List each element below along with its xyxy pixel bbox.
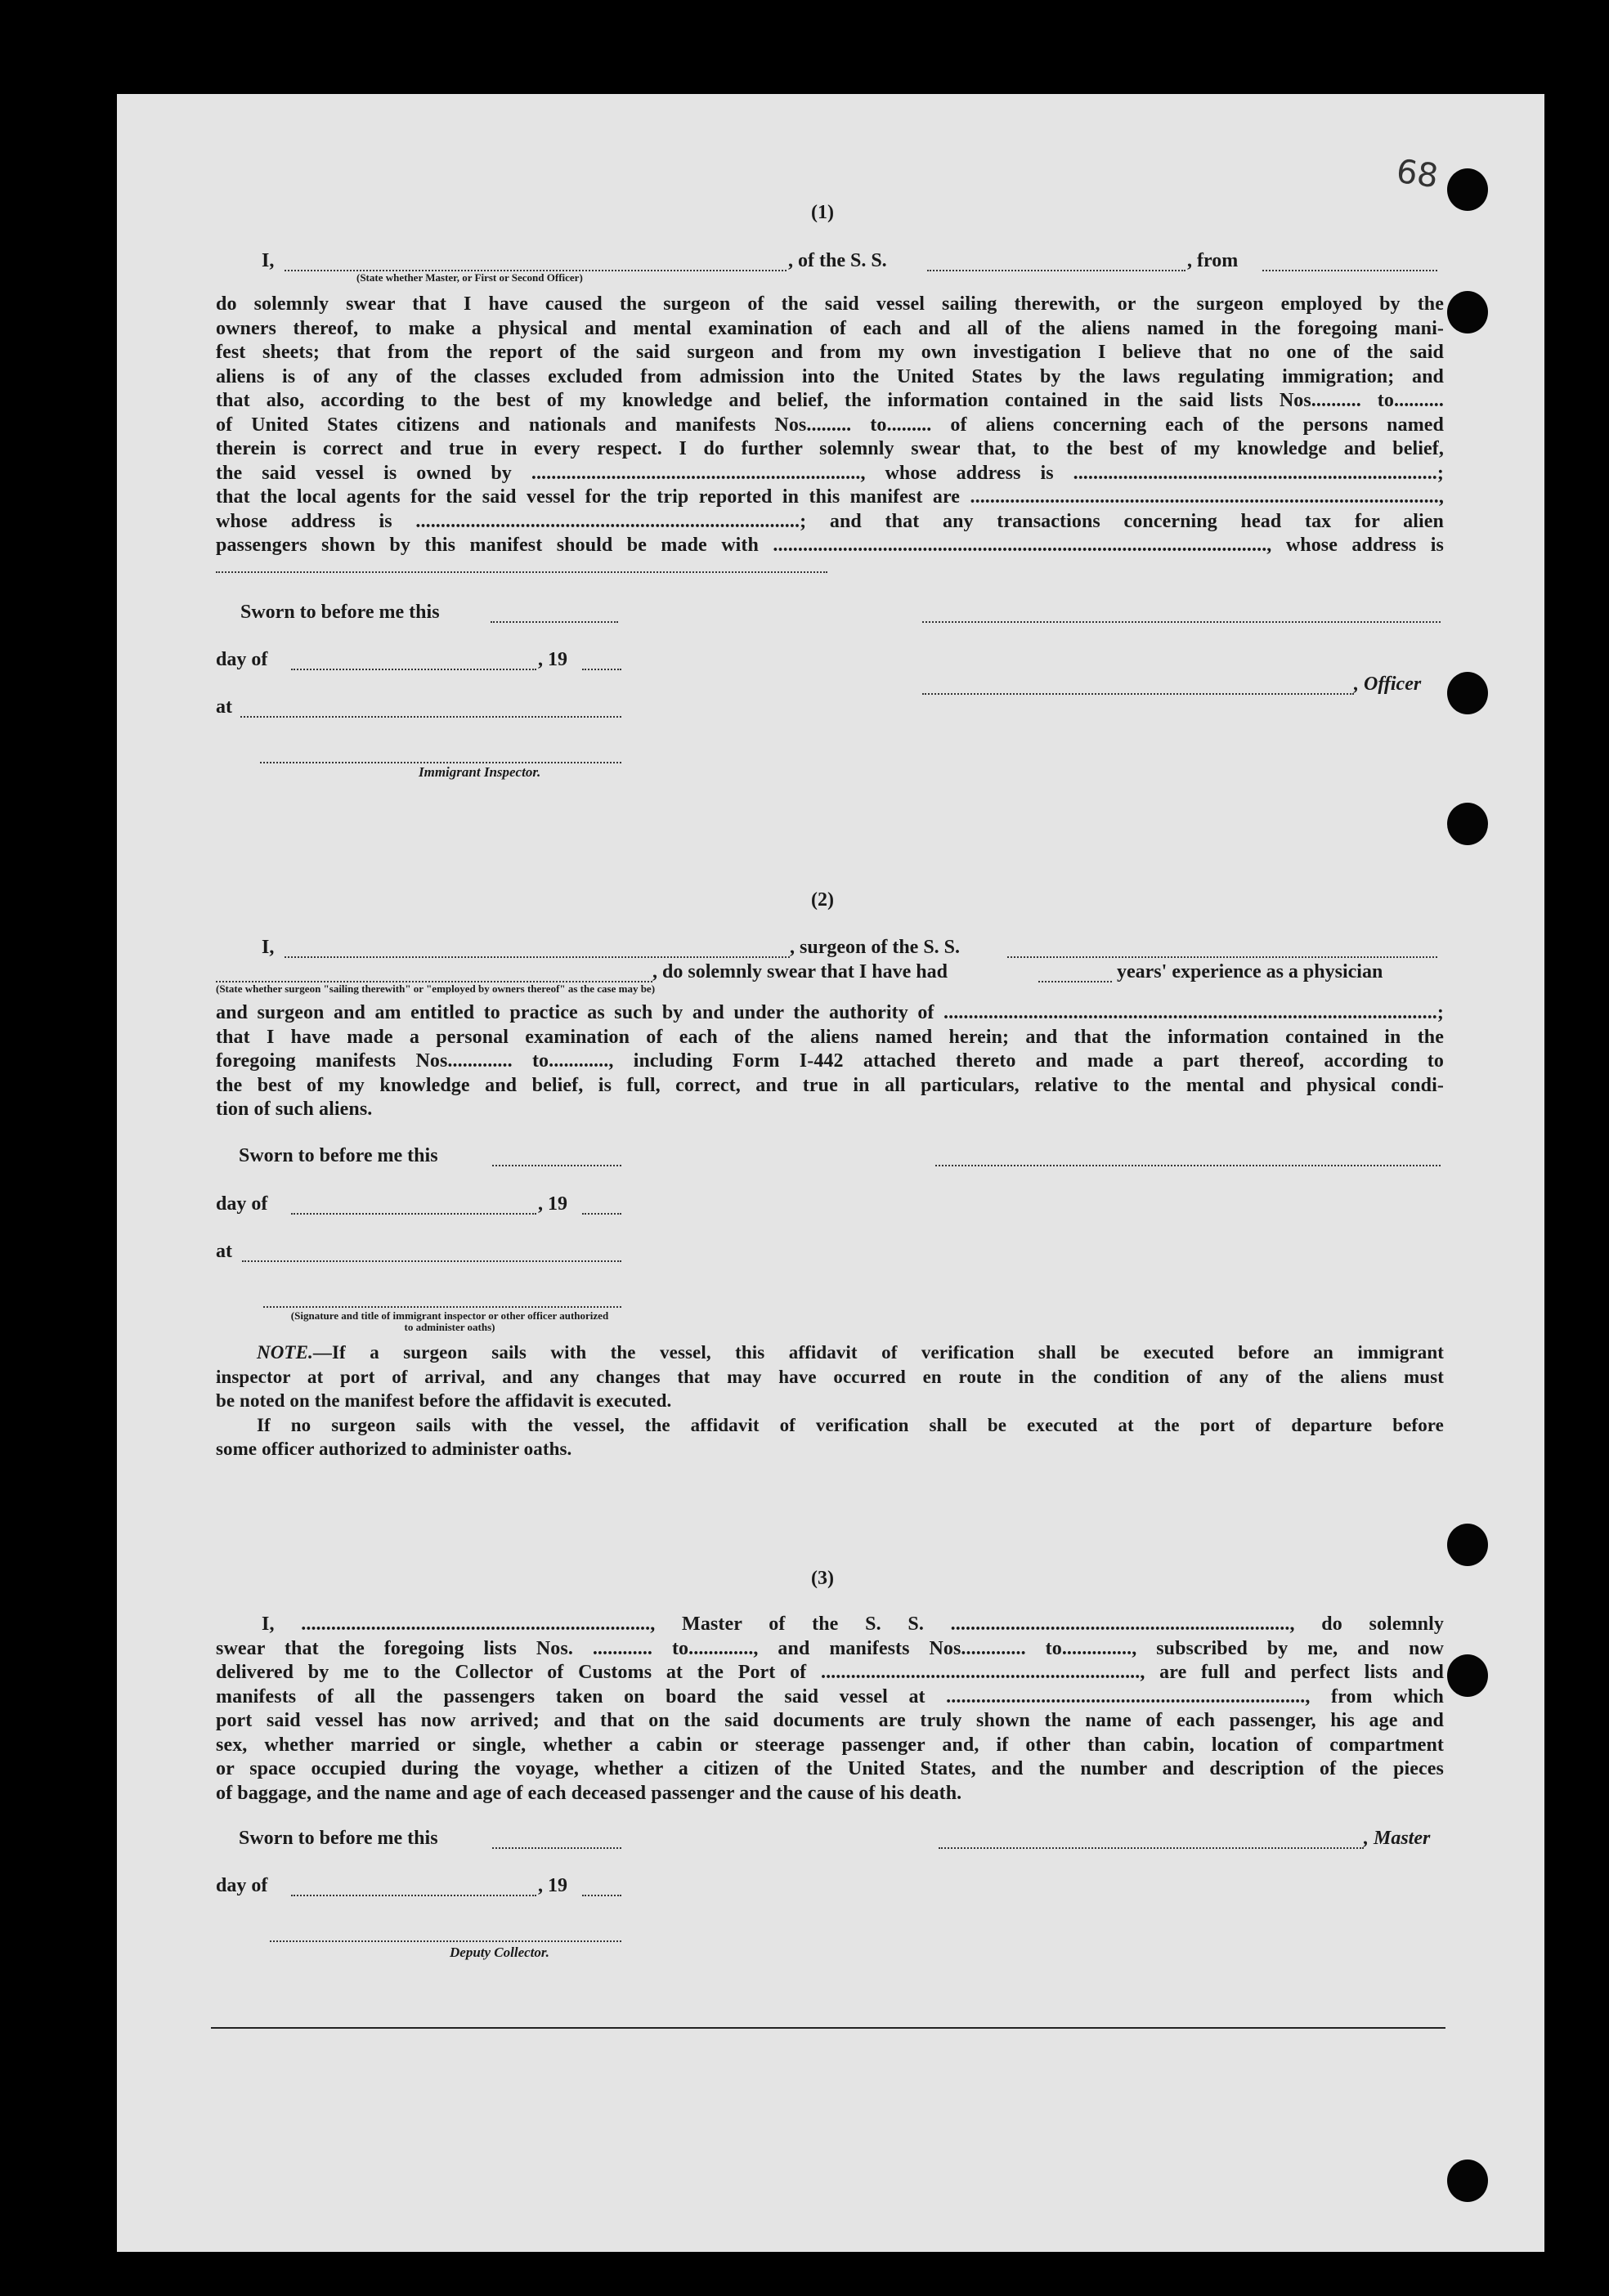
section-1-day-label: day of <box>216 649 268 670</box>
section-1-line: therein is correct and true in every respect. I do further solemnly swear that, to the best of my knowledge and belief, <box>216 438 1444 459</box>
section-2-line: foregoing manifests Nos............. to............, including Form I-442 attached thereto and made a part thereof, according to <box>216 1050 1444 1072</box>
head-tax-address-field[interactable] <box>216 571 827 573</box>
note-text: —If a surgeon sails with the vessel, this affidavit of verification shall be executed before an immigrant <box>312 1342 1444 1363</box>
section-1-line: aliens is of any of the classes excluded from admission into the United States by the laws regulating immigration; and <box>216 365 1444 387</box>
note-label: NOTE. <box>257 1342 313 1363</box>
section-2-line: the best of my knowledge and belief, is full, correct, and true in all particulars, relative to the mental and physical condi- <box>216 1074 1444 1096</box>
note-line <box>216 1340 1444 1365</box>
officer-caption: (State whether Master, or First or Second Officer) <box>356 271 583 284</box>
section-1-of-ss: , of the S. S. <box>788 250 887 271</box>
section-2-swear: , do solemnly swear that I have had <box>652 961 948 982</box>
section-3-line: of baggage, and the name and age of each deceased passenger and the cause of his death. <box>216 1782 962 1804</box>
section-2-at-label: at <box>216 1241 232 1262</box>
section-3-sworn-label: Sworn to before me this <box>239 1828 438 1849</box>
section-3-line: or space occupied during the voyage, whether a citizen of the United States, and the number and description of the pieces <box>216 1758 1444 1779</box>
section-1-officer-line[interactable] <box>922 693 1354 695</box>
years-experience-field[interactable] <box>1038 981 1112 982</box>
section-3-master-label: , Master <box>1364 1828 1431 1849</box>
surgeon-name-field[interactable] <box>285 956 790 958</box>
section-1-day-field[interactable] <box>291 669 536 670</box>
section-3-line: port said vessel has now arrived; and that on the said documents are truly shown the name of each passenger, his age and <box>216 1710 1444 1731</box>
section-1-line: whose address is .............................................................................; and that any transactions concerning head tax for alien <box>216 510 1444 532</box>
section-1-sworn-field[interactable] <box>491 621 618 623</box>
section-2-line: and surgeon and am entitled to practice as such by and under the authority of ...................................................................................................; <box>216 1002 1444 1023</box>
section-2-sworn-label: Sworn to before me this <box>239 1145 438 1166</box>
section-2-note <box>216 1340 1444 1461</box>
section-2-years: years' experience as a physician <box>1117 961 1383 982</box>
binder-hole <box>1447 1524 1488 1566</box>
section-1-number: (1) <box>811 202 834 223</box>
bottom-rule <box>211 2027 1445 2029</box>
handwritten-page-number: 68 <box>1394 152 1441 196</box>
section-2-line: that I have made a personal examination of each of the aliens named herein; and that the information contained in the <box>216 1026 1444 1048</box>
vessel-name-field[interactable] <box>927 270 1185 271</box>
section-1-year-label: , 19 <box>538 649 567 670</box>
section-1-at-field[interactable] <box>240 716 621 718</box>
binder-hole <box>1447 168 1488 211</box>
section-2-signature-caption <box>286 1310 613 1333</box>
note-line: inspector at port of arrival, and any changes that may have occurred en route in the condition of any of the aliens must <box>216 1366 1444 1387</box>
section-2-year-label: , 19 <box>538 1193 567 1215</box>
section-3-line: I, ......................................................................, Master of the S. S. ...................................................................., do solemnly <box>262 1613 1444 1635</box>
section-2-number: (2) <box>811 889 834 911</box>
binder-hole <box>1447 672 1488 714</box>
section-2-sworn-field[interactable] <box>492 1165 621 1166</box>
section-3-line: delivered by me to the Collector of Customs at the Port of ................................................................, are full and perfect lists and <box>216 1662 1444 1683</box>
note-line: be noted on the manifest before the affidavit is executed. <box>216 1390 672 1411</box>
section-3-line: manifests of all the passengers taken on board the said vessel at ........................................................................, from which <box>216 1685 1444 1707</box>
section-2-day-label: day of <box>216 1193 268 1215</box>
port-from-field[interactable] <box>1262 270 1437 271</box>
section-2-vessel-field[interactable] <box>1007 956 1437 958</box>
section-1-line: fest sheets; that from the report of the said surgeon and from my own investigation I believe that no one of the said <box>216 342 1444 363</box>
binder-hole <box>1447 803 1488 845</box>
section-2-line: tion of such aliens. <box>216 1099 373 1120</box>
section-1-line: the said vessel is owned by .................................................................., whose address is .........................................................................; <box>216 462 1444 484</box>
section-1-officer-label: , Officer <box>1354 674 1422 695</box>
section-3-year-field[interactable] <box>582 1895 621 1896</box>
section-2-day-field[interactable] <box>291 1213 536 1215</box>
section-3-number: (3) <box>811 1568 834 1589</box>
section-2-surgeon-of: , surgeon of the S. S. <box>790 937 961 958</box>
signature-caption-text: (Signature and title of immigrant inspector or other officer authorized to administer oaths) <box>290 1309 609 1333</box>
section-3-sworn-field[interactable] <box>492 1847 621 1849</box>
section-2-body <box>216 1001 1444 1122</box>
binder-hole <box>1447 2159 1488 2202</box>
binder-hole <box>1447 291 1488 333</box>
section-1-year-field[interactable] <box>582 669 621 670</box>
section-3-collector-label: Deputy Collector. <box>450 1945 549 1960</box>
section-1-i: I, <box>262 250 275 271</box>
section-3-collector-signature-field[interactable] <box>270 1940 621 1942</box>
note-line: some officer authorized to administer oaths. <box>216 1439 572 1459</box>
binder-hole <box>1447 1654 1488 1697</box>
section-2-at-field[interactable] <box>242 1260 621 1262</box>
section-2-i: I, <box>262 937 275 958</box>
section-3-body <box>216 1613 1444 1806</box>
section-3-line: sex, whether married or single, whether a cabin or steerage passenger and, if other than cabin, location of compartment <box>216 1734 1444 1756</box>
section-2-surgeon-signature-field[interactable] <box>935 1165 1441 1166</box>
section-3-year-label: , 19 <box>538 1875 567 1896</box>
section-1-line: do solemnly swear that I have caused the surgeon of the said vessel sailing therewith, or the surgeon employed by the <box>216 293 1444 315</box>
section-1-body <box>216 293 1444 558</box>
section-3-master-signature-field[interactable] <box>939 1847 1364 1849</box>
note-line: If no surgeon sails with the vessel, the affidavit of verification shall be executed at the port of departure before <box>257 1414 1444 1435</box>
section-3-line: swear that the foregoing lists Nos. ............ to............., and manifests Nos............. to.............., subscribed by me, and now <box>216 1637 1444 1659</box>
section-1-line: passengers shown by this manifest should be made with ..................................................................................................., whose address is <box>216 535 1444 556</box>
section-1-inspector-signature-field[interactable] <box>260 762 621 763</box>
section-3-day-label: day of <box>216 1875 268 1896</box>
section-1-line: that the local agents for the said vessel for the trip reported in this manifest are .............................................................................................., <box>216 486 1444 508</box>
section-2-year-field[interactable] <box>582 1213 621 1215</box>
section-1-line: that also, according to the best of my knowledge and belief, the information contained in the said lists Nos.......... to.......... <box>216 390 1444 411</box>
section-1-inspector-label: Immigrant Inspector. <box>419 764 541 780</box>
section-1-line: of United States citizens and nationals and manifests Nos......... to......... of aliens concerning each of the persons named <box>216 414 1444 436</box>
section-2-inspector-signature-field[interactable] <box>263 1306 621 1308</box>
section-3-day-field[interactable] <box>291 1895 536 1896</box>
section-1-from: , from <box>1187 250 1239 271</box>
section-1-sworn-label: Sworn to before me this <box>240 602 440 623</box>
section-1-at-label: at <box>216 696 232 718</box>
section-1-line: owners thereof, to make a physical and mental examination of each and all of the aliens named in the foregoing mani- <box>216 317 1444 339</box>
surgeon-caption: (State whether surgeon "sailing therewith" or "employed by owners thereof" as the case may be) <box>216 982 656 995</box>
section-1-officer-signature-field[interactable] <box>922 621 1441 623</box>
